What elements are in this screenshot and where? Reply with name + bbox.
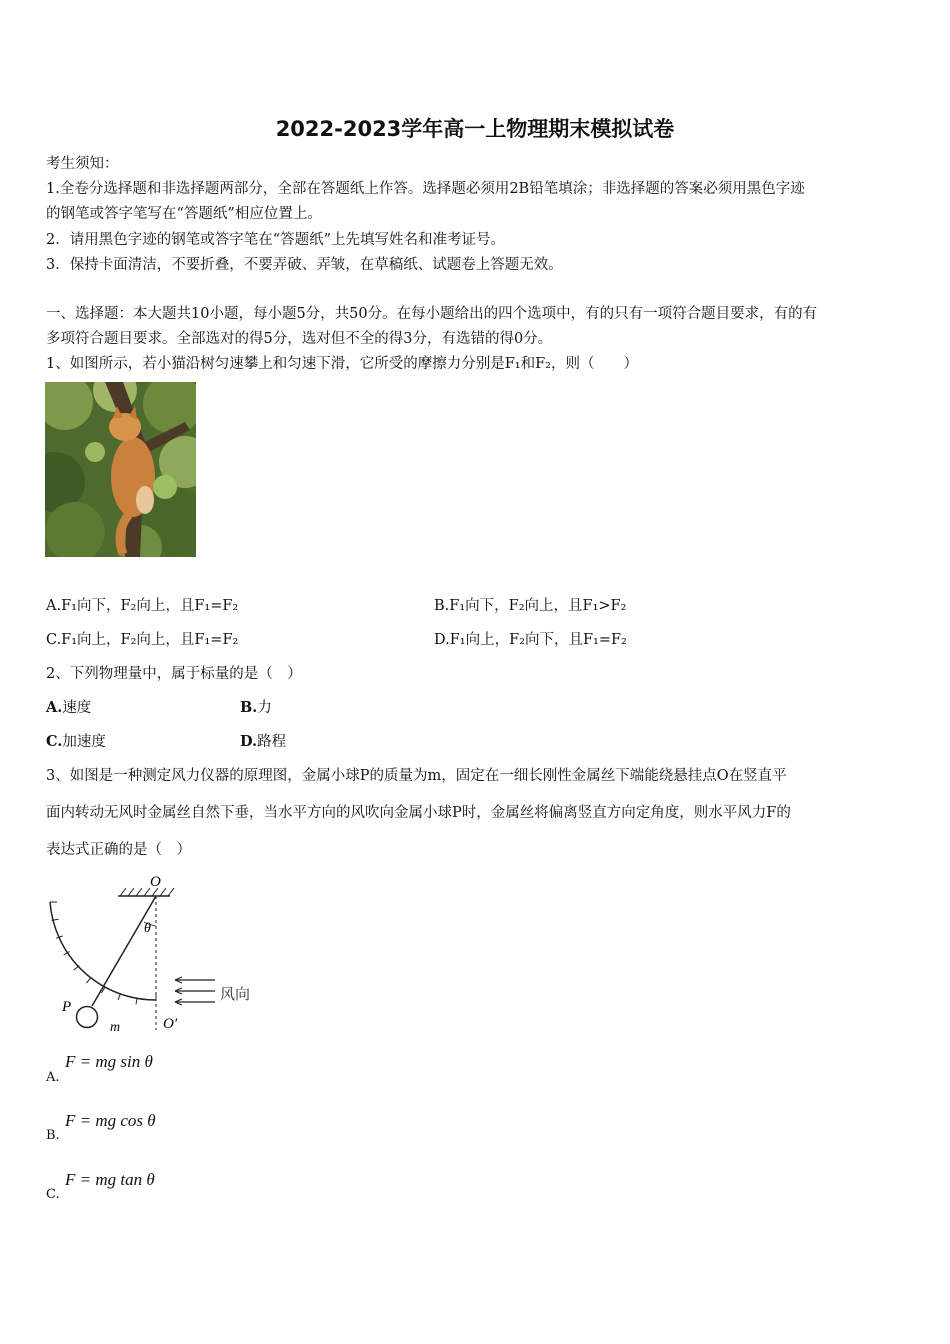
- cat-on-tree-photo: [45, 382, 196, 557]
- question-3-stem-line-1: 3、如图是一种测定风力仪器的原理图，金属小球P的质量为m，固定在一细长刚性金属丝下端能绕悬挂点O在竖直平: [46, 768, 787, 784]
- q2-option-b-text: 力: [257, 700, 272, 716]
- question-3-stem-line-2: 面内转动无风时金属丝自然下垂，当水平方向的风吹向金属小球P时，金属丝将偏离竖直方向定角度，则水平风力F的: [46, 805, 791, 821]
- wind-gauge-diagram: [40, 868, 270, 1038]
- q1-option-a: A.F₁向下，F₂向上，且F₁=F₂: [46, 598, 239, 614]
- q1-option-d: D.F₁向上，F₂向下，且F₁=F₂: [434, 632, 627, 648]
- question-3-stem-line-3: 表达式正确的是（ ）: [46, 842, 191, 858]
- q2-option-a-text: 速度: [62, 700, 92, 716]
- q2-option-b-letter: B.: [240, 699, 258, 716]
- q3-option-b-formula: F = mg cos θ: [65, 1111, 156, 1130]
- q2-option-a-letter: A.: [46, 699, 63, 716]
- q2-option-c-letter: C.: [46, 733, 63, 750]
- wind-arrows: [175, 977, 215, 1005]
- q1-option-c: C.F₁向上，F₂向上，且F₁=F₂: [46, 632, 239, 648]
- ceiling-hatch: [120, 888, 174, 896]
- page-title: 2022-2023学年高一上物理期末模拟试卷: [275, 117, 675, 141]
- q2-option-c-text: 加速度: [62, 734, 106, 750]
- question-2-stem: 2、下列物理量中，属于标量的是（ ）: [46, 666, 302, 682]
- label-o-prime: O′: [163, 1016, 178, 1032]
- q2-option-b: [240, 696, 272, 717]
- label-wind-direction: 风向: [220, 985, 251, 1003]
- q3-option-a-letter: A.: [46, 1070, 60, 1085]
- q2-option-d-letter: D.: [240, 733, 258, 750]
- section-instructions-line-2: 多项符合题目要求。全部选对的得5分，选对但不全的得3分，有选错的得0分。: [46, 331, 553, 347]
- q2-option-c: [46, 730, 106, 751]
- label-m: m: [110, 1020, 121, 1035]
- metal-ball: [77, 1007, 98, 1028]
- q3-option-c-formula: F = mg tan θ: [65, 1170, 155, 1189]
- notice-item-3: 3．保持卡面清洁，不要折叠，不要弄破、弄皱，在草稿纸、试题卷上答题无效。: [46, 257, 563, 273]
- notice-item-1: 1.全卷分选择题和非选择题两部分，全部在答题纸上作答。选择题必须用2B铅笔填涂；非选择题的答案必须用黑色字迹: [46, 181, 805, 197]
- label-o: O: [150, 874, 161, 890]
- label-theta: θ: [144, 921, 151, 936]
- q3-option-b-letter: B.: [46, 1128, 60, 1143]
- scale-arc: [50, 902, 156, 1000]
- q2-option-a: [46, 696, 91, 717]
- metal-wire: [92, 896, 156, 1006]
- q2-option-d-text: 路程: [257, 734, 287, 750]
- scale-ticks: [50, 902, 156, 1004]
- q2-option-d: [240, 730, 286, 751]
- notice-item-2: 2．请用黑色字迹的钢笔或答字笔在“答题纸”上先填写姓名和准考证号。: [46, 232, 506, 248]
- question-1-stem: 1、如图所示，若小猫沿树匀速攀上和匀速下滑，它所受的摩擦力分别是F₁和F₂，则（ ）: [46, 356, 638, 372]
- notice-heading: 考生须知：: [46, 156, 119, 172]
- section-instructions-line-1: 一、选择题：本大题共10小题，每小题5分，共50分。在每小题给出的四个选项中，有的只有一项符合题目要求，有的有: [46, 306, 818, 322]
- q1-option-b: B.F₁向下，F₂向上，且F₁>F₂: [434, 598, 627, 614]
- notice-item-1-cont: 的钢笔或答字笔写在“答题纸”相应位置上。: [46, 206, 322, 222]
- q3-option-c-letter: C.: [46, 1187, 60, 1202]
- q3-option-a-formula: F = mg sin θ: [65, 1052, 153, 1071]
- label-p: P: [62, 999, 72, 1015]
